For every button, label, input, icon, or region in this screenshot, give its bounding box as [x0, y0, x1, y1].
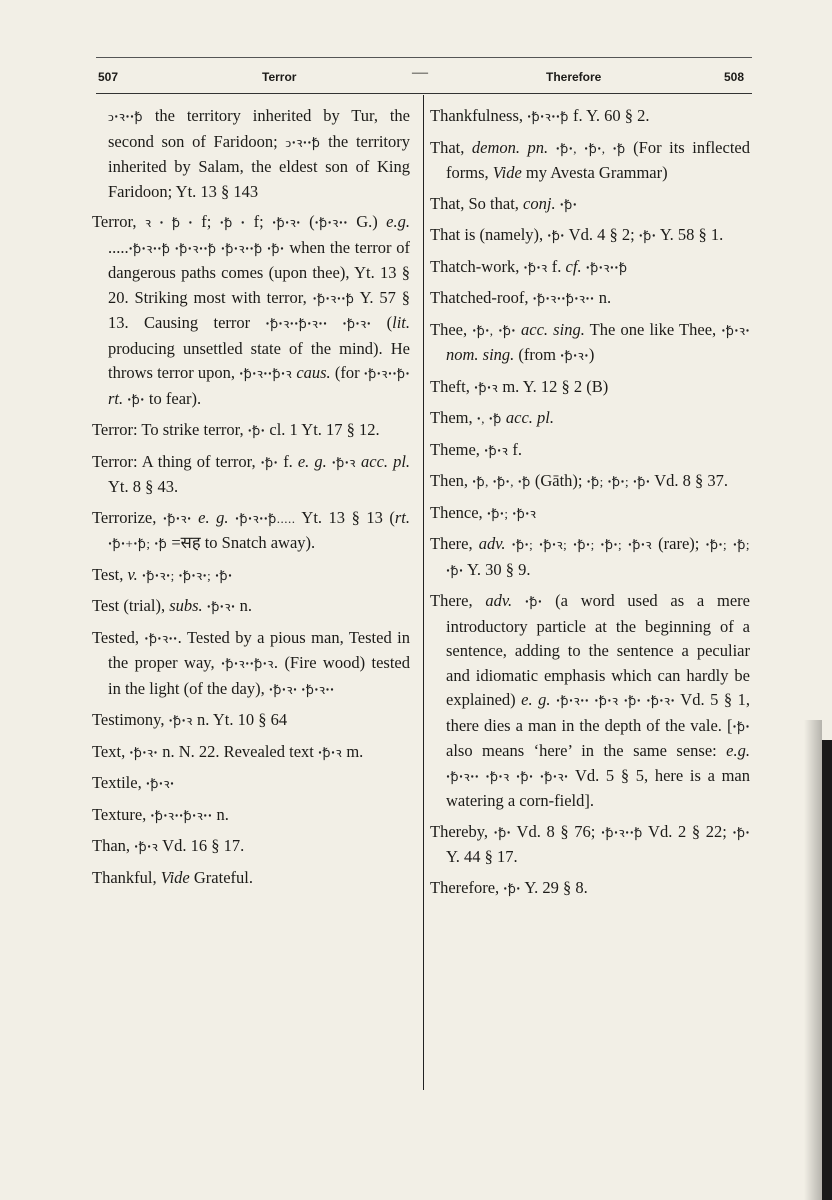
entry-text: Vd. 8 § 37.	[650, 471, 729, 490]
avestan-text: ꞏꝥꞏꝛ	[331, 454, 356, 470]
entry-text: f;	[245, 212, 273, 231]
avestan-text: ꞏꝥꞏ	[524, 594, 543, 609]
entry-text: That,	[430, 137, 472, 157]
entry-text: producing unsettled state of the mind). He throws terror upon,	[108, 338, 410, 382]
avestan-text: ꞏꝥꞏ	[127, 391, 145, 407]
entry-text: cl. 1 Yt. 17 § 12.	[265, 420, 380, 439]
italic-abbrev: adv.	[485, 591, 513, 610]
binding-shadow	[804, 720, 822, 1200]
avestan-text: ꞏꝥꞏꝛ	[484, 442, 509, 458]
avestan-text: ꞏꝥꞏꝛꞏꞏꝥꞏꝛꞏꞏ ꞏꝥꞏꝛꞏ	[265, 316, 372, 331]
avestan-text: ꞏꝥꞏꝛꞏ	[272, 215, 301, 230]
dictionary-entry	[92, 210, 410, 412]
dictionary-entry	[92, 104, 410, 204]
entry-text: (	[371, 313, 393, 332]
avestan-text: ꞏꝥꞏꝛꞏꞏꝥ	[312, 290, 355, 306]
entry-text: f. Y. 60 § 2.	[568, 106, 650, 125]
avestan-text: ꞏꝥꞏꝛꞏꞏ ꞏꝥꞏꝛ ꞏꝥꞏ ꞏꝥꞏꝛꞏ	[556, 693, 676, 708]
avestan-text: ꞏꝥꞏꝛ	[168, 713, 193, 728]
entry-text: Textile,	[92, 773, 146, 792]
entry-text: .....	[108, 237, 129, 257]
top-rule	[96, 57, 752, 58]
avestan-text: ꞏꝥꞏꝛꞏꞏꝥꞏꝛꞏꞏ	[532, 291, 595, 306]
dictionary-entry	[92, 771, 410, 797]
dictionary-entry	[430, 438, 750, 464]
entry-text: Thatched-roof,	[430, 288, 533, 307]
page-edge	[822, 740, 832, 1200]
avestan-text: ꞏꝥꞏ	[732, 824, 751, 840]
avestan-text: ꞏꝥꞏꝛ	[523, 259, 548, 275]
dictionary-entry	[430, 406, 750, 432]
entry-text: Terror: A thing of terror,	[92, 451, 261, 471]
entry-text: . (Fire wood) tested in the light (of the day),	[108, 653, 410, 698]
entry-text: the territory inherited by Salam, the eldest son of King Faridoon; Yt. 13 § 143	[108, 131, 411, 201]
entry-text: f.	[508, 439, 523, 459]
entry-text: Y. 58 § 1.	[656, 225, 724, 244]
entry-text: Thence,	[430, 502, 487, 522]
column-divider	[423, 95, 424, 1090]
entry-text: Terror,	[92, 212, 145, 231]
entry-text: Thereby,	[430, 821, 494, 841]
entry-text: Theme,	[430, 439, 485, 459]
dictionary-entry	[430, 318, 750, 369]
avestan-text: ꞏꝥꞏꝛꞏ	[162, 510, 192, 526]
dictionary-entry	[92, 450, 410, 500]
avestan-text: ꞏꝥꞏꝛ	[317, 744, 343, 760]
entry-text: Thankfulness,	[430, 106, 528, 125]
entry-text: n.	[212, 804, 229, 824]
dictionary-entry	[430, 136, 750, 186]
entry-text: to fear).	[144, 388, 202, 408]
entry-text: Than,	[92, 836, 135, 855]
entry-text: That is (namely),	[430, 225, 548, 244]
avestan-text: ꞏꝥꞏꝛꞏꞏꝥꞏꝛꞏꞏ	[150, 807, 213, 823]
italic-abbrev: e.g.	[726, 741, 750, 760]
italic-abbrev: conj.	[523, 193, 556, 213]
right-running-title: Therefore	[546, 70, 602, 84]
entry-text: n.	[235, 596, 253, 615]
avestan-text: ꞏꝥ ꞏ	[219, 215, 246, 230]
entry-text: f;	[192, 212, 220, 231]
italic-abbrev: lit.	[392, 313, 410, 332]
avestan-text: ꞏꝥꞏꝛꞏ	[129, 744, 159, 760]
entry-text: Therefore,	[430, 877, 504, 897]
entry-text: Test (trial),	[92, 596, 170, 615]
entry-text	[548, 138, 556, 157]
entry-text: Thee,	[430, 319, 473, 339]
entry-text: n. N. 22. Revealed text	[158, 741, 318, 761]
avestan-text: ꞏꝥꞏꝛꞏ	[145, 776, 175, 791]
avestan-text: ꞏꝥꞏ, ꞏꝥꞏ	[472, 322, 516, 338]
italic-abbrev: demon. pn.	[471, 137, 549, 157]
avestan-text: ꞏꝥꞏꝛꞏꞏꝥ	[585, 259, 628, 275]
entry-text: my Avesta Grammar)	[521, 163, 668, 182]
entry-text: m.	[342, 741, 364, 761]
avestan-text: ꞏꝥꞏꝛꞏꞏꝥ	[527, 109, 569, 124]
italic-abbrev: e. g.	[198, 507, 229, 527]
entry-text: Test,	[92, 564, 128, 584]
entry-text: Y. 29 § 8.	[520, 877, 588, 897]
entry-text: Thatch-work,	[430, 256, 524, 276]
left-page-number: 507	[98, 70, 119, 84]
dictionary-entry	[92, 626, 410, 703]
entry-text: Text,	[92, 741, 130, 761]
italic-abbrev: e. g.	[521, 690, 551, 709]
italic-abbrev: acc. pl.	[505, 408, 555, 427]
italic-abbrev: caus.	[296, 363, 331, 382]
entry-text: Them,	[430, 408, 477, 427]
avestan-text: ꞏꝥꞏꝛꞏ; ꞏꝥꞏꝛꞏ; ꞏꝥꞏ	[141, 567, 233, 583]
entry-text: Y. 44 § 17.	[446, 847, 518, 866]
entry-text: Thankful,	[92, 867, 161, 887]
avestan-text: ꞏꝥꞏ	[638, 228, 657, 243]
italic-abbrev: adv.	[478, 534, 506, 553]
entry-text: Vd. 8 § 76;	[511, 821, 601, 841]
dictionary-entry	[430, 286, 750, 312]
dictionary-entry	[430, 255, 750, 281]
dictionary-entry	[430, 532, 750, 583]
header-rule	[96, 93, 752, 94]
dictionary-entry	[430, 876, 750, 902]
entry-text: Y. 30 § 9.	[463, 559, 531, 579]
avestan-text: ꞏꝥꞏ	[260, 454, 279, 470]
italic-abbrev: cf.	[565, 256, 582, 276]
dictionary-entry	[430, 375, 750, 401]
right-page-number: 508	[724, 70, 745, 84]
dictionary-entry	[430, 223, 750, 249]
italic-abbrev: nom. sing.	[446, 345, 515, 364]
entry-text: also means ‘here’ in the same sense:	[446, 741, 727, 760]
dictionary-entry	[92, 594, 410, 620]
entry-text: (for	[330, 363, 364, 382]
avestan-text: ꝛ ꞏ ꝥ ꞏ	[144, 215, 193, 230]
dictionary-entry	[430, 589, 750, 814]
avestan-text: ꞏꝥꞏꝛꞏꞏꝥꞏꝛ	[221, 656, 274, 671]
entry-text: Vd. 4 § 2;	[564, 225, 639, 244]
dictionary-entry	[430, 104, 750, 130]
dictionary-entry	[92, 834, 410, 860]
entry-text: Theft,	[430, 376, 474, 396]
italic-abbrev: e.g.	[386, 212, 410, 231]
avestan-text: ꞏꝥꞏꝛꞏ	[560, 348, 589, 363]
dictionary-entry	[430, 501, 750, 527]
avestan-text: ↄꞏꝛꞏꞏꝥ	[108, 109, 143, 124]
avestan-text: ꞏꝥꞏꝛꞏꞏꝥ ꞏꝥꞏꝛꞏꞏꝥ ꞏꝥꞏꝛꞏꞏꝥ ꞏꝥꞏ	[128, 240, 285, 256]
entry-text: Y. 57 § 13. Causing terror	[108, 287, 410, 332]
entry-text: f.	[547, 256, 566, 276]
entry-text: (rare);	[652, 534, 706, 553]
avestan-text: ꞏꝥꞏꝛꞏꞏꝥꞏꝛ	[239, 366, 293, 381]
entry-text: n. Yt. 10 § 64	[192, 710, 288, 729]
avestan-text: ↄꞏꝛꞏꞏꝥ	[285, 134, 321, 150]
entry-text: G.)	[347, 212, 387, 231]
entry-text: That, So that,	[430, 193, 524, 213]
avestan-text: ꞏ, ꞏꝥ	[476, 411, 502, 426]
dictionary-entry	[92, 866, 410, 891]
entry-text: (a word used as a mere introductory particle at the beginning of a sentence, adding to the sentence a peculiar and idiomatic emphasis which can hardly be explained)	[446, 591, 750, 709]
right-column	[430, 104, 750, 907]
header-dash: —	[412, 64, 428, 81]
italic-abbrev: Vide	[492, 163, 522, 182]
dictionary-entry	[92, 708, 410, 734]
entry-text: (For its inflected forms,	[446, 137, 750, 182]
entry-text: Vd. 5 § 1, there dies a man in the depth of the vale. [	[446, 690, 751, 735]
entry-text: Texture,	[92, 804, 151, 824]
avestan-text: ꞏꝥꞏ	[503, 880, 521, 896]
entry-text: Terrorize,	[92, 507, 163, 527]
entry-text: There,	[430, 534, 479, 553]
italic-abbrev: Vide	[160, 867, 190, 887]
left-column	[92, 104, 410, 896]
avestan-text: ꞏꝥꞏꝛꞏ	[206, 599, 236, 614]
avestan-text: ꞏꝥꞏ	[559, 196, 578, 212]
entry-text: The one like Thee,	[584, 319, 722, 339]
italic-abbrev: rt.	[394, 507, 411, 527]
entry-text: m. Y. 12 § 2 (B)	[498, 376, 609, 396]
dictionary-entry	[430, 820, 750, 870]
entry-text: n.	[594, 288, 612, 307]
avestan-text: ꞏꝥꞏ; ꞏꝥꞏꝛ	[486, 505, 537, 521]
avestan-text: ꞏꝥꞏ	[547, 228, 565, 243]
entry-text: (Gāth);	[530, 471, 587, 490]
avestan-text: ꞏꝥꞏ	[493, 824, 512, 840]
entry-text: Tested,	[92, 627, 145, 647]
dictionary-entry	[430, 192, 750, 218]
avestan-text: ꞏꝥꞏ; ꞏꝥꞏꝛ; ꞏꝥꞏ; ꞏꝥꞏ; ꞏꝥꞏꝛ	[511, 537, 653, 552]
avestan-text: ꞏꝥ; ꞏꝥꞏ; ꞏꝥꞏ	[586, 474, 651, 489]
entry-text: Vd. 2 § 22;	[642, 821, 733, 841]
dictionary-entry	[92, 803, 410, 829]
italic-abbrev: acc. sing.	[521, 319, 585, 339]
avestan-text: ꞏꝥꞏꝛꞏꞏ	[144, 630, 178, 646]
entry-text: Vd. 16 § 17.	[158, 836, 245, 855]
italic-abbrev: e. g.	[297, 451, 327, 471]
dictionary-entry	[92, 563, 410, 589]
dictionary-entry	[92, 506, 410, 557]
avestan-text: ꞏꝥꞏ; ꞏꝥ; ꞏꝥꞏ	[446, 537, 750, 578]
avestan-text: ꞏꝥꞏꝛꞏ ꞏꝥꞏꝛꞏꞏ	[268, 681, 335, 697]
entry-text: Then,	[430, 471, 473, 490]
avestan-text: ꞏꝥꞏꝛꞏꞏ	[314, 215, 348, 230]
dictionary-entry	[92, 740, 410, 766]
entry-text: Terror: To strike terror,	[92, 420, 248, 439]
avestan-text: ꞏꝥꞏꝛꞏꞏꝥ	[600, 824, 643, 840]
entry-text: Testimony,	[92, 710, 169, 729]
entry-text: Yt. 13 § 13 (	[295, 507, 395, 527]
entry-text: =सह to Snatch away).	[167, 533, 316, 552]
left-running-title: Terror	[262, 70, 297, 84]
italic-abbrev: rt.	[108, 388, 124, 408]
dictionary-entry	[92, 418, 410, 444]
entry-text: Grateful.	[189, 867, 253, 887]
avestan-text: ꞏꝥꞏꝛ	[473, 379, 499, 395]
entry-text: when the terror of dangerous paths comes (upon thee), Yt. 13 § 20. Striking most with terror,	[108, 237, 410, 307]
entry-text: . Tested by a pious man, Tested in the proper way,	[108, 627, 410, 672]
avestan-text: ꞏꝥꞏꝛ	[134, 839, 159, 854]
avestan-text: ꞏꝥꞏ	[732, 718, 750, 734]
entry-text: There,	[430, 591, 486, 610]
entry-text: Yt. 8 § 43.	[108, 477, 179, 496]
entry-text: (from	[514, 345, 561, 364]
avestan-text: ꞏꝥꞏ+ꞏꝥ; ꞏꝥ	[108, 536, 168, 551]
italic-abbrev: subs.	[169, 596, 203, 615]
italic-abbrev: acc. pl.	[361, 451, 411, 471]
entry-text: )	[588, 345, 595, 364]
avestan-text: ꞏꝥꞏ, ꞏꝥꞏ, ꞏꝥ	[555, 140, 626, 156]
avestan-text: ꞏꝥꞏꝛꞏꞏꝥ.....	[235, 510, 296, 526]
entry-text: f.	[278, 451, 298, 471]
avestan-text: ꞏꝥꞏ	[247, 423, 266, 438]
italic-abbrev: v.	[127, 564, 138, 584]
avestan-text: ꞏꝥꞏꝛꞏꞏ ꞏꝥꞏꝛ ꞏꝥꞏ ꞏꝥꞏꝛꞏ	[446, 768, 569, 784]
avestan-text: ꞏꝥꞏꝛꞏꞏꝥꞏ	[363, 366, 411, 381]
entry-text: the territory inherited by Tur, the second son of Faridoon;	[108, 106, 410, 151]
avestan-text: ꞏꝥ, ꞏꝥꞏ, ꞏꝥ	[472, 474, 531, 489]
entry-text	[512, 591, 525, 610]
entry-text: (	[300, 212, 315, 231]
entry-text: Vd. 5 § 5, here is a man watering a corn-field].	[446, 765, 751, 810]
avestan-text: ꞏꝥꞏꝛꞏ	[721, 322, 751, 338]
dictionary-entry	[430, 469, 750, 495]
